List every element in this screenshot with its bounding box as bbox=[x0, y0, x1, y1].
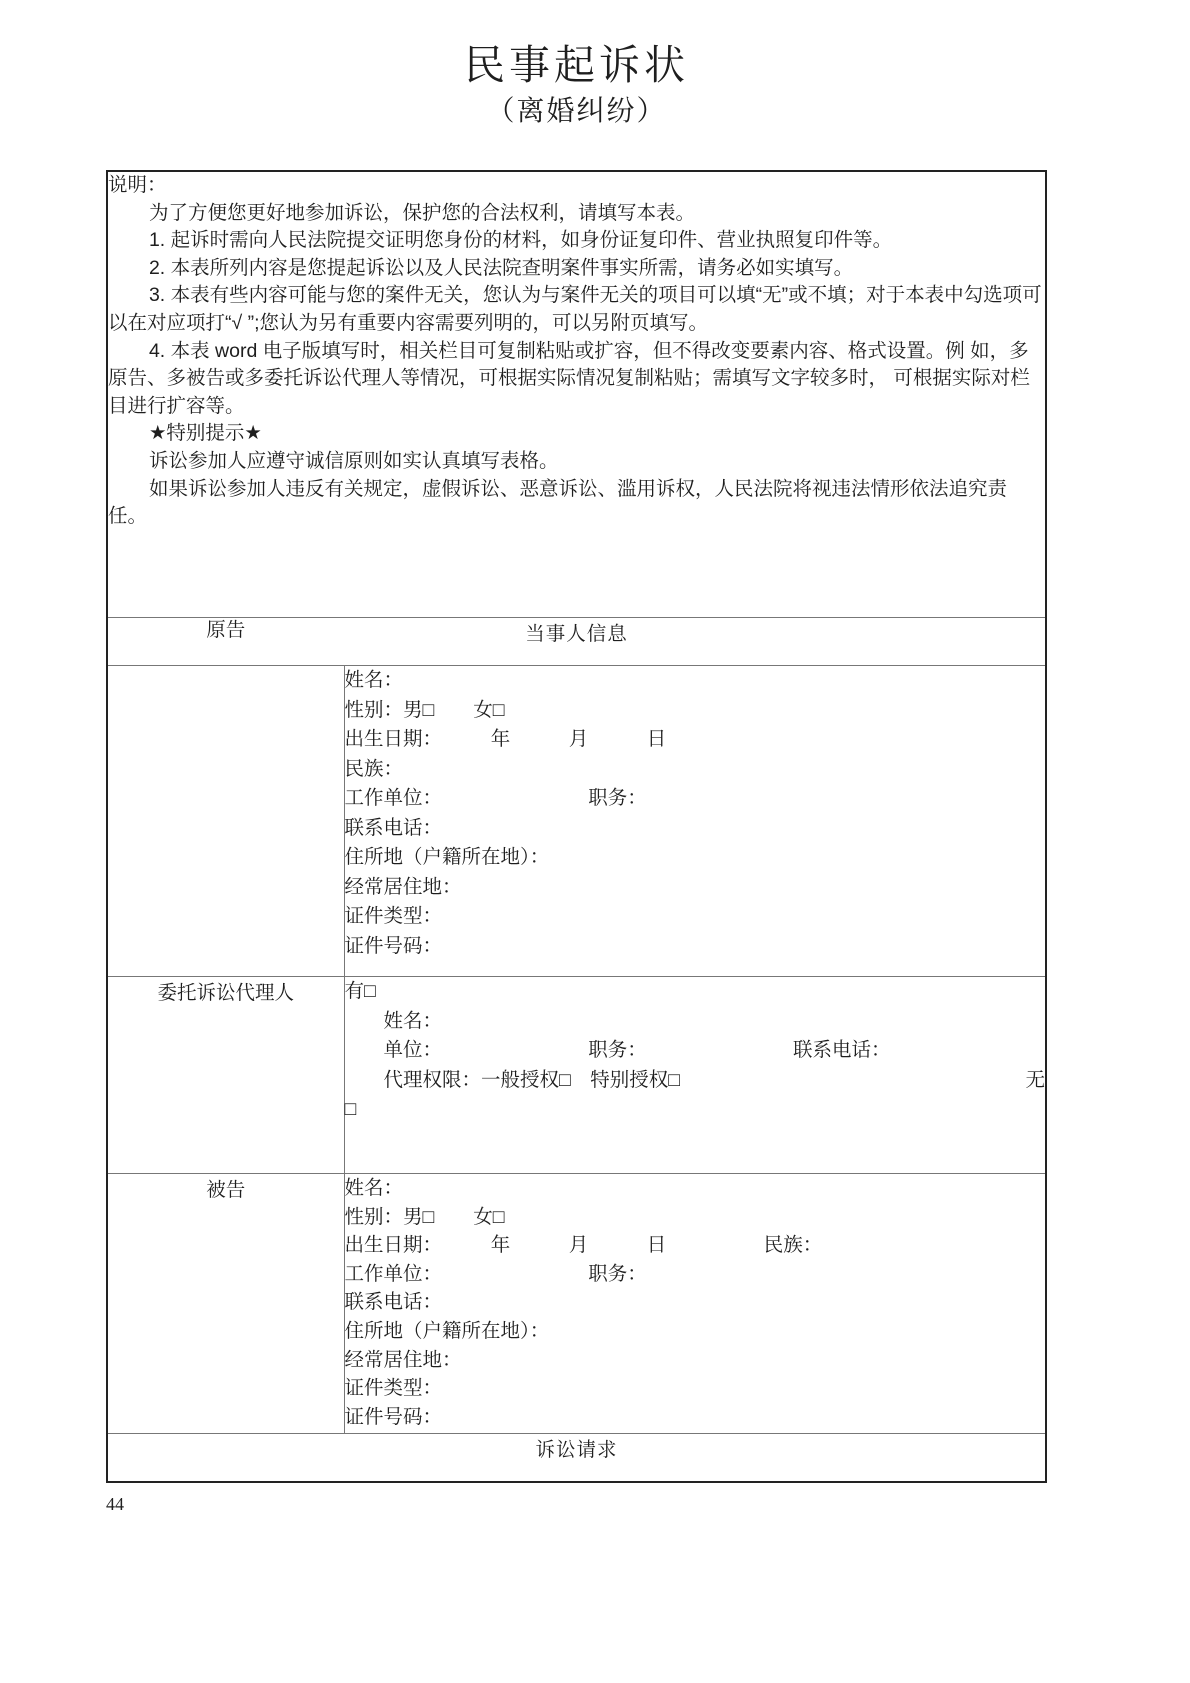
special-notice-heading: ★特别提示★ bbox=[148, 422, 262, 445]
title-block bbox=[106, 40, 1047, 130]
plaintiff-birthdate-field: 出生日期： 年 月 日 bbox=[344, 728, 667, 750]
agent-has-checkbox-field: 有□ bbox=[344, 980, 376, 1002]
instructions-row bbox=[107, 171, 1046, 618]
document-subtitle: （离婚纠纷） bbox=[486, 95, 667, 126]
agent-authority-field bbox=[345, 1066, 1046, 1096]
defendant-birthdate-ethnicity-field: 出生日期： 年 月 日 民族： bbox=[344, 1234, 823, 1257]
agent-authority-none-label: 无 bbox=[1025, 1068, 1045, 1091]
defendant-gender-field: 性别：男□ 女□ bbox=[344, 1205, 505, 1228]
complaint-form-table bbox=[106, 170, 1047, 1483]
defendant-name-field: 姓名： bbox=[344, 1177, 404, 1199]
plaintiff-habitual-residence-field: 经常居住地： bbox=[344, 875, 462, 898]
agent-row bbox=[107, 977, 1046, 1174]
defendant-phone-field: 联系电话： bbox=[344, 1291, 443, 1314]
instruction-item-1: 1. 起诉时需向人民法院提交证明您身份的材料，如身份证复印件、营业执照复印件等。 bbox=[148, 229, 893, 252]
plaintiff-employer-position-field: 工作单位： 职务： bbox=[344, 787, 647, 809]
party-info-header-row bbox=[107, 618, 1046, 666]
instructions-cell bbox=[107, 171, 1046, 618]
instructions-text bbox=[108, 172, 1045, 531]
agent-label: 委托诉讼代理人 bbox=[157, 982, 294, 1004]
agent-none-checkbox: □ bbox=[344, 1098, 357, 1120]
agent-work-phone-field: 单位： 职务： 联系电话： bbox=[344, 1039, 891, 1061]
defendant-employer-position-field: 工作单位： 职务： bbox=[344, 1262, 647, 1285]
instruction-item-3: 3. 本表有些内容可能与您的案件无关，您认为与案件无关的项目可以填“无”或不填；对于本表中勾选项可以在对应项打“√ ”;您认为另有重要内容需要列明的，可以另附页填写。 bbox=[108, 284, 1042, 334]
defendant-label: 被告 bbox=[206, 1179, 246, 1201]
plaintiff-fields-cell bbox=[344, 666, 1046, 977]
defendant-habitual-residence-field: 经常居住地： bbox=[344, 1348, 462, 1371]
defendant-id-type-field: 证件类型： bbox=[344, 1377, 443, 1400]
plaintiff-residence-field: 住所地（户籍所在地）： bbox=[344, 846, 550, 868]
instructions-heading: 说明： bbox=[108, 174, 167, 196]
plaintiff-name-field: 姓名： bbox=[344, 669, 404, 691]
plaintiff-phone-field: 联系电话： bbox=[344, 816, 443, 839]
claims-header: 诉讼请求 bbox=[107, 1434, 1046, 1483]
plaintiff-ethnicity-field: 民族： bbox=[344, 757, 404, 780]
plaintiff-row bbox=[107, 666, 1046, 977]
plaintiff-label: 原告 bbox=[206, 619, 246, 641]
agent-label-cell bbox=[107, 977, 344, 1174]
defendant-fields-cell bbox=[344, 1174, 1046, 1434]
defendant-row bbox=[107, 1174, 1046, 1434]
agent-fields-cell bbox=[344, 977, 1046, 1174]
instructions-intro: 为了方便您更好地参加诉讼，保护您的合法权利，请填写本表。 bbox=[148, 201, 695, 224]
page-number: 44 bbox=[106, 1494, 124, 1514]
instruction-item-4: 4. 本表 word 电子版填写时，相关栏目可复制粘贴或扩容，但不得改变要素内容、格式设置。例 如，多原告、多被告或多委托诉讼代理人等情况，可根据实际情况复制粘贴；需填写文字较多时， 可根据实际对栏目进行扩容等。 bbox=[108, 339, 1030, 417]
plaintiff-id-number-field: 证件号码： bbox=[344, 934, 443, 957]
defendant-label-cell bbox=[107, 1174, 344, 1434]
special-notice-line-2: 如果诉讼参加人违反有关规定，虚假诉讼、恶意诉讼、滥用诉权，人民法院将视违法情形依法追究责任。 bbox=[108, 477, 1007, 528]
document-title: 民事起诉状 bbox=[464, 42, 689, 88]
defendant-id-number-field: 证件号码： bbox=[344, 1405, 443, 1428]
party-info-header: 当事人信息 bbox=[107, 618, 1046, 666]
claims-header-row bbox=[107, 1434, 1046, 1483]
plaintiff-id-type-field: 证件类型： bbox=[344, 905, 443, 927]
defendant-residence-field: 住所地（户籍所在地）： bbox=[344, 1319, 550, 1342]
agent-name-field: 姓名： bbox=[344, 1009, 443, 1032]
plaintiff-label-cell bbox=[107, 619, 344, 977]
agent-authority-options: 代理权限：一般授权□ 特别授权□ bbox=[344, 1068, 681, 1091]
plaintiff-gender-field: 性别：男□ 女□ bbox=[344, 698, 505, 721]
special-notice-line-1: 诉讼参加人应遵守诚信原则如实认真填写表格。 bbox=[148, 449, 559, 472]
instruction-item-2: 2. 本表所列内容是您提起诉讼以及人民法院查明案件事实所需，请务必如实填写。 bbox=[148, 256, 854, 279]
